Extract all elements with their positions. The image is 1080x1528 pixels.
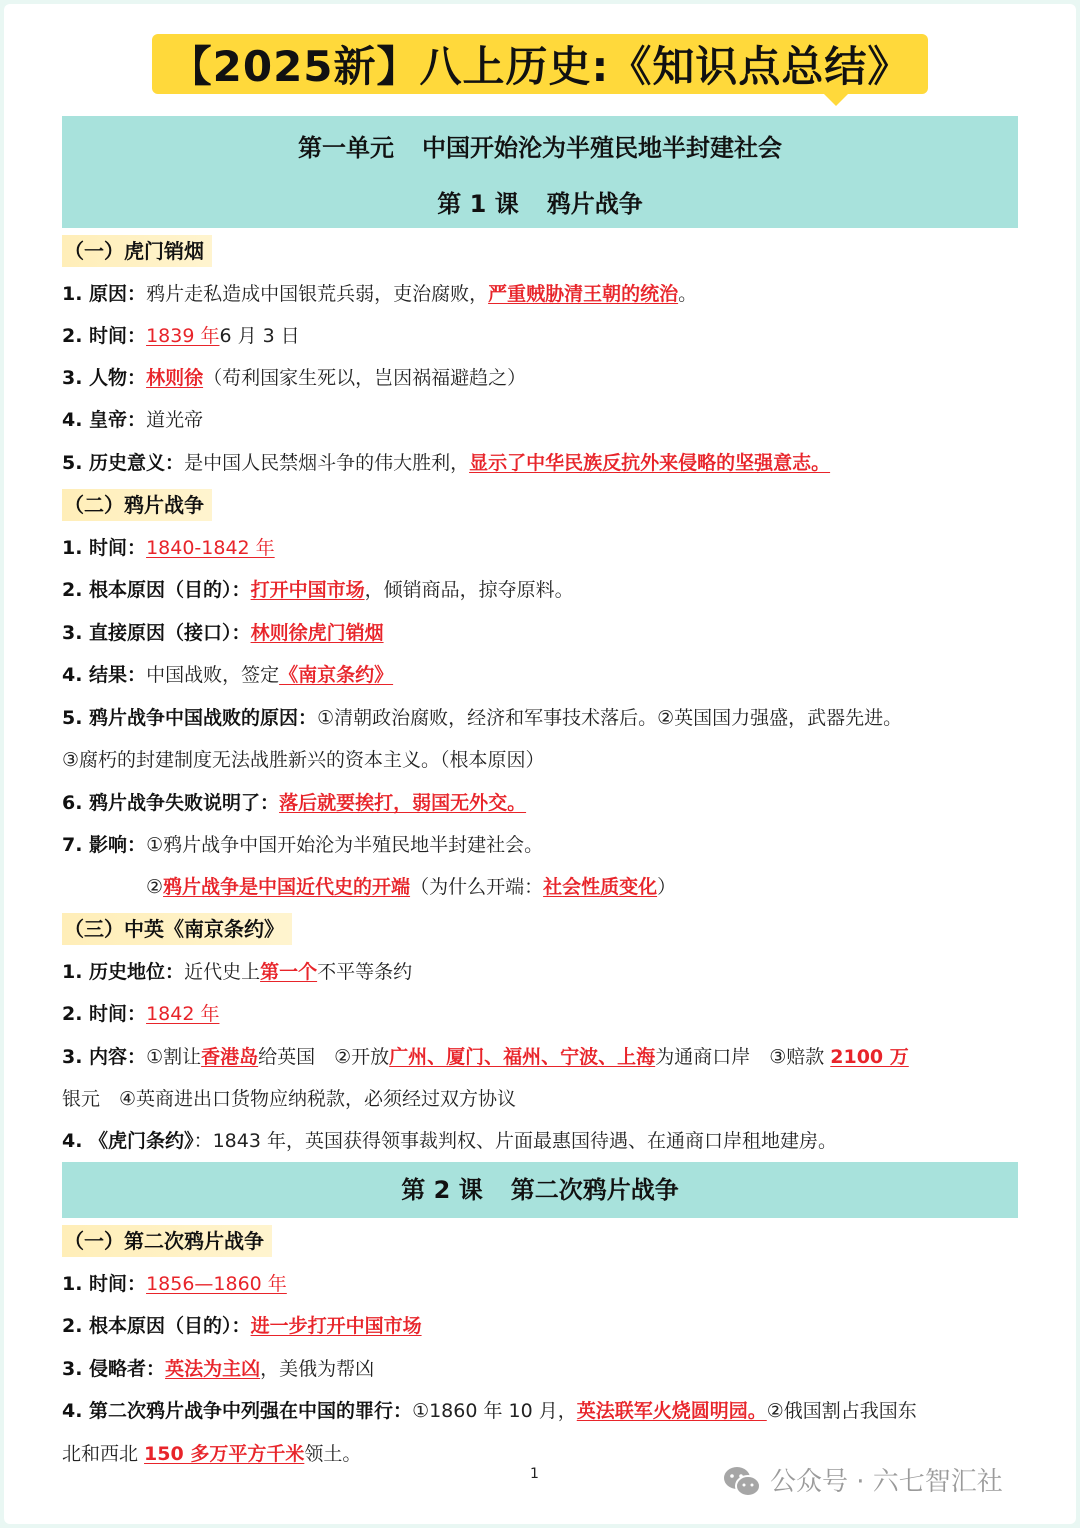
key-point: 林则徐虎门销烟 <box>250 622 384 644</box>
lesson-header <box>62 1162 1018 1218</box>
item-text: 鸦片走私造成中国银荒兵弱，吏治腐败， <box>146 283 489 305</box>
item-key: 2. 根本原因（目的）： <box>62 1315 251 1337</box>
key-point: 香港岛 <box>201 1046 259 1068</box>
item-text: 给英国 ②开放 <box>258 1046 390 1068</box>
key-point: 显示了中华民族反抗外来侵略的坚强意志。 <box>469 452 831 474</box>
list-item <box>62 1040 1022 1074</box>
item-text: （为什么开端： <box>410 876 544 898</box>
list-item <box>62 828 1022 862</box>
key-point: 1842 年 <box>146 1003 220 1025</box>
list-item <box>62 403 1022 437</box>
section-heading: （二）鸦片战争 <box>62 489 212 521</box>
item-key: 1. 时间： <box>62 537 147 559</box>
item-text: 为通商口岸 ③赔款 <box>655 1046 831 1068</box>
key-point: 2100 万 <box>830 1046 909 1068</box>
item-text: 中国战败，签定 <box>146 664 280 686</box>
key-point: 英法联军火烧圆明园。 <box>576 1400 767 1422</box>
list-item <box>62 446 1022 480</box>
key-point: 广州、厦门、福州、宁波、上海 <box>389 1046 656 1068</box>
list-item <box>62 531 1022 565</box>
item-text: 。 <box>678 283 698 305</box>
key-point: 林则徐 <box>146 367 204 389</box>
item-key: 5. 鸦片战争中国战败的原因： <box>62 707 318 729</box>
key-point: 150 多万平方千米 <box>144 1443 305 1465</box>
key-point: 严重贼胁清王朝的统治 <box>488 283 679 305</box>
item-key: 7. 影响： <box>62 834 147 856</box>
item-text: ①1860 年 10 月， <box>412 1400 577 1422</box>
item-text: ） <box>657 876 677 898</box>
item-key: 3. 侵略者： <box>62 1358 166 1380</box>
list-item <box>62 1352 1022 1386</box>
list-item <box>62 658 1022 692</box>
item-key: 2. 时间： <box>62 1003 147 1025</box>
item-text: ：1843 年，英国获得领事裁判权、片面最惠国待遇、在通商口岸租地建房。 <box>193 1130 837 1152</box>
list-item <box>62 997 1022 1031</box>
item-key: 4. 《虎门条约》 <box>62 1130 194 1152</box>
list-item <box>62 1309 1022 1343</box>
list-item <box>62 319 1022 353</box>
unit-title <box>62 128 1018 163</box>
list-item <box>62 277 1022 311</box>
item-key: 5. 历史意义： <box>62 452 185 474</box>
lesson-name: 第二次鸦片战争 <box>510 1176 679 1204</box>
item-text: 北和西北 <box>62 1443 145 1465</box>
item-text: ①鸦片战争中国开始沦为半殖民地半封建社会。 <box>146 834 544 856</box>
page-number: 1 <box>530 1466 539 1482</box>
key-point: 1840-1842 年 <box>146 537 275 559</box>
item-text: 领土。 <box>304 1443 362 1465</box>
item-key: 2. 根本原因（目的）： <box>62 579 251 601</box>
key-point: 进一步打开中国市场 <box>250 1315 422 1337</box>
lesson-name: 鸦片战争 <box>546 190 643 218</box>
item-text: ，美俄为帮凶 <box>260 1358 375 1380</box>
list-item-continued: 银元 ④英商进出口货物应纳税款，必须经过双方协议 <box>62 1088 517 1110</box>
key-point: 1856—1860 年 <box>146 1273 287 1295</box>
item-key: 1. 原因： <box>62 283 147 305</box>
lesson-number: 第 1 课 <box>437 190 519 218</box>
section-heading: （一）第二次鸦片战争 <box>62 1225 272 1257</box>
list-item <box>62 1267 1022 1301</box>
unit-name: 中国开始沦为半殖民地半封建社会 <box>422 134 782 162</box>
list-item <box>62 573 1022 607</box>
list-item <box>62 701 1022 735</box>
list-item <box>62 361 1022 395</box>
item-key: 6. 鸦片战争失败说明了： <box>62 792 280 814</box>
item-text: ，倾销商品，掠夺原料。 <box>364 579 574 601</box>
item-key: 1. 历史地位： <box>62 961 185 983</box>
item-text: ② <box>146 876 164 898</box>
list-item <box>62 786 1022 820</box>
list-item <box>62 955 1022 989</box>
lesson-title <box>62 184 1018 219</box>
item-key: 3. 内容： <box>62 1046 147 1068</box>
page-title: 【2025新】八上历史:《知识点总结》 <box>169 42 911 91</box>
key-point: 打开中国市场 <box>250 579 365 601</box>
item-key: 4. 第二次鸦片战争中列强在中国的罪行： <box>62 1400 413 1422</box>
watermark <box>722 1460 1003 1504</box>
lesson-number: 第 2 课 <box>401 1176 483 1204</box>
key-point: 鸦片战争是中国近代史的开端 <box>163 876 411 898</box>
key-point: 《南京条约》 <box>279 664 394 686</box>
title-banner <box>152 34 928 94</box>
item-text: ①清朝政治腐败，经济和军事技术落后。②英国国力强盛，武器先进。 <box>317 707 903 729</box>
item-text: 是中国人民禁烟斗争的伟大胜利， <box>184 452 470 474</box>
item-key: 3. 人物： <box>62 367 147 389</box>
item-key: 3. 直接原因（接口）： <box>62 622 251 644</box>
item-text: 6 月 3 日 <box>219 325 300 347</box>
list-item-continued <box>146 870 1016 904</box>
item-key: 4. 结果： <box>62 664 147 686</box>
item-key: 2. 时间： <box>62 325 147 347</box>
item-text: 不平等条约 <box>317 961 413 983</box>
list-item <box>62 1394 1022 1428</box>
section-heading: （一）虎门销烟 <box>62 235 212 267</box>
section-heading: （三）中英《南京条约》 <box>62 913 292 945</box>
key-point: 社会性质变化 <box>543 876 658 898</box>
key-point: 第一个 <box>260 961 318 983</box>
list-item <box>62 1124 1022 1158</box>
item-key: 4. 皇帝： <box>62 409 147 431</box>
unit-header <box>62 116 1018 228</box>
key-point: 英法为主凶 <box>165 1358 261 1380</box>
key-point: 1839 年 <box>146 325 220 347</box>
item-text: 近代史上 <box>184 961 261 983</box>
item-text: 道光帝 <box>146 409 204 431</box>
wechat-icon <box>722 1465 762 1499</box>
item-text: ②俄国割占我国东 <box>766 1400 917 1422</box>
watermark-text: 公众号 · 六七智汇社 <box>770 1467 1003 1497</box>
item-text: ①割让 <box>146 1046 202 1068</box>
item-text: （苟利国家生死以，岂因祸福避趋之） <box>203 367 527 389</box>
key-point: 落后就要挨打，弱国无外交。 <box>279 792 527 814</box>
list-item <box>62 616 1022 650</box>
unit-number: 第一单元 <box>298 134 394 162</box>
item-key: 1. 时间： <box>62 1273 147 1295</box>
list-item-continued: ③腐朽的封建制度无法战胜新兴的资本主义。（根本原因） <box>62 749 545 771</box>
